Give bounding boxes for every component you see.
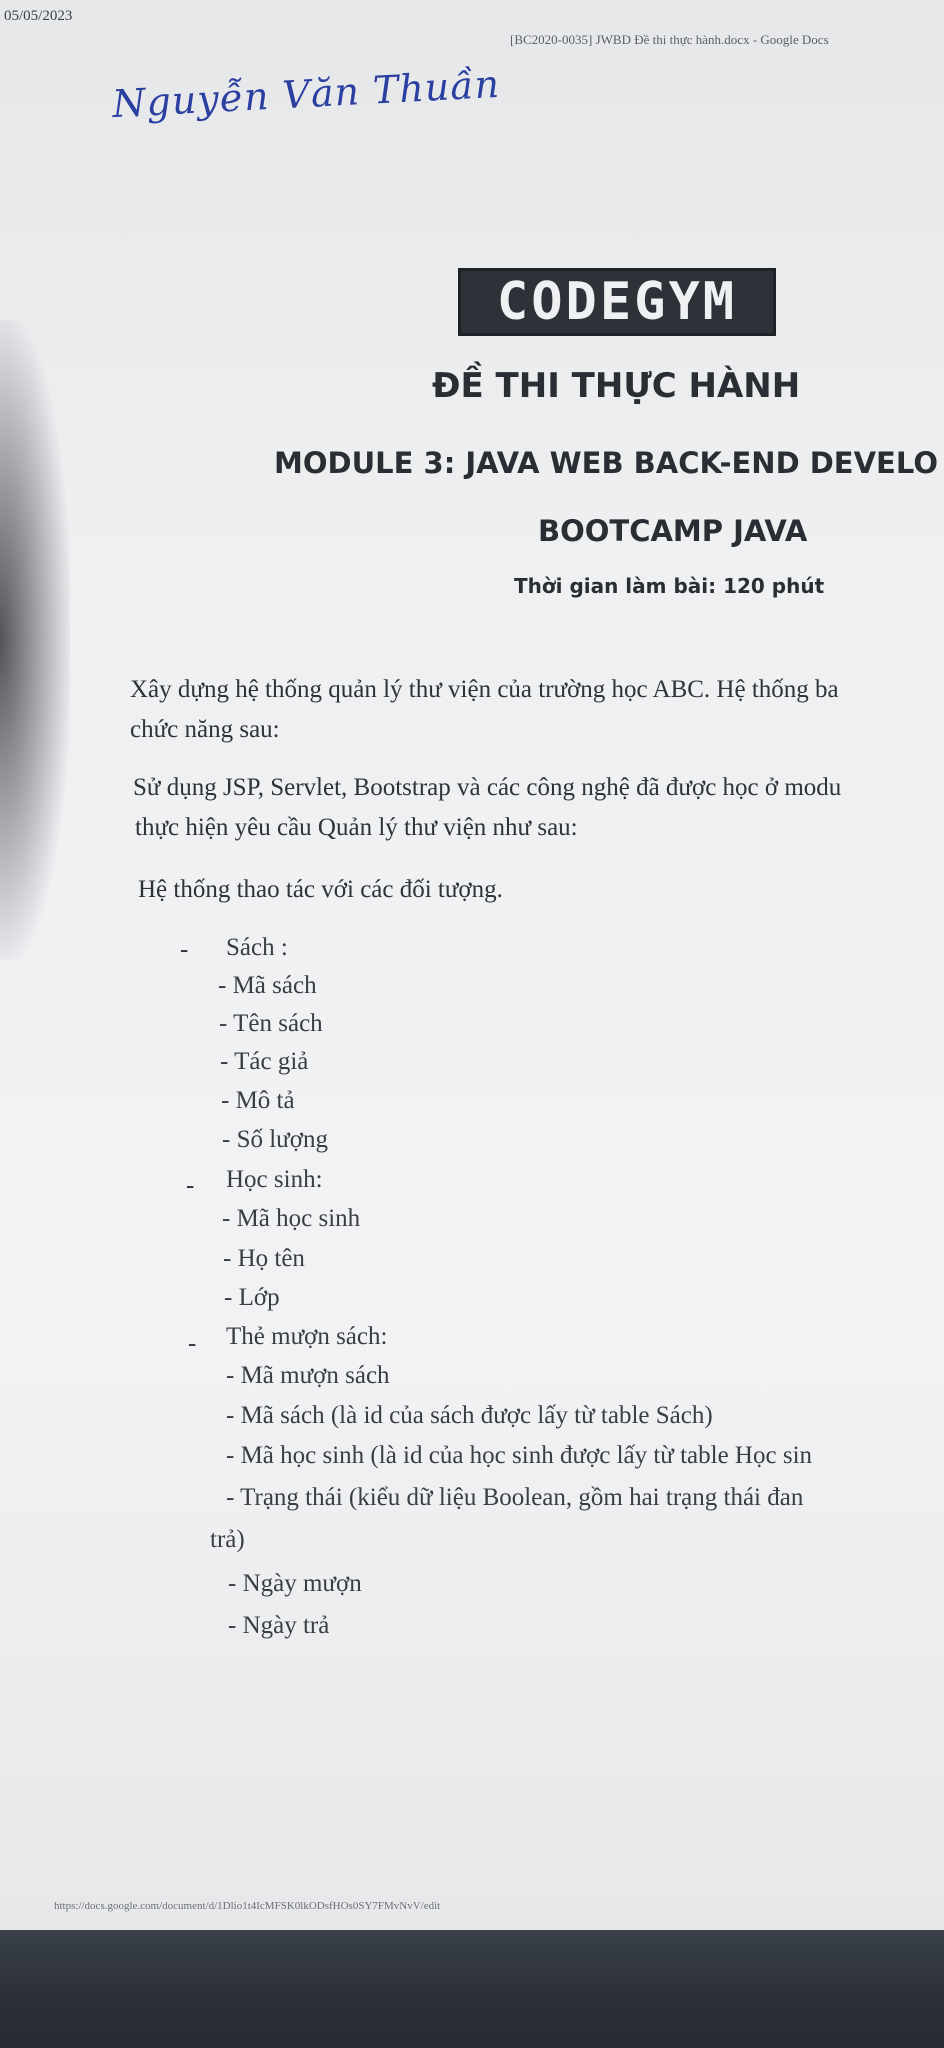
intro-line-4: thực hiện yêu cầu Quản lý thư viện như sau: — [135, 814, 578, 841]
book-field: - Mô tả — [221, 1087, 295, 1114]
module-title: MODULE 3: JAVA WEB BACK-END DEVELO — [274, 446, 938, 480]
background-surface — [0, 1930, 944, 2048]
footer-url: https://docs.google.com/document/d/1Dlio1t4IcMFSK0lkODsfHOs0SY7FMvNvV/edit — [54, 1900, 441, 1912]
book-field: - Tên sách — [219, 1010, 323, 1037]
book-field: - Tác giả — [220, 1048, 309, 1075]
logo-text: CODEGYM — [496, 272, 738, 332]
intro-line-5: Hệ thống thao tác với các đối tượng. — [138, 876, 503, 903]
intro-line-2: chức năng sau: — [130, 716, 280, 743]
student-field: - Lớp — [224, 1284, 280, 1311]
card-field: - Ngày trả — [228, 1612, 330, 1639]
book-field: - Số lượng — [222, 1126, 328, 1153]
exam-time: Thời gian làm bài: 120 phút — [514, 574, 825, 598]
card-field: - Mã học sinh (là id của học sinh được lấy từ table Học sin — [226, 1442, 813, 1469]
card-field: - Trạng thái (kiểu dữ liệu Boolean, gồm hai trạng thái đan — [226, 1484, 804, 1511]
print-date: 05/05/2023 — [4, 8, 73, 24]
book-field: - Mã sách — [218, 972, 317, 999]
card-field: - Mã mượn sách — [226, 1362, 390, 1389]
intro-line-1: Xây dựng hệ thống quản lý thư viện của trường học ABC. Hệ thống ba — [130, 676, 839, 703]
finger-shadow — [0, 320, 70, 960]
codegym-logo — [458, 268, 776, 336]
card-field: - Ngày mượn — [228, 1570, 362, 1597]
student-field: - Mã học sinh — [222, 1205, 361, 1232]
student-field: - Họ tên — [223, 1245, 305, 1272]
print-doc-title: [BC2020-0035] JWBD Đề thi thực hành.docx - Google Docs — [510, 32, 829, 47]
bullet-book: - — [180, 936, 189, 963]
object-book-label: Sách : — [226, 934, 288, 961]
card-field: - Mã sách (là id của sách được lấy từ table Sách) — [226, 1402, 713, 1429]
bullet-card: - — [188, 1330, 197, 1357]
object-student-label: Học sinh: — [226, 1166, 323, 1193]
bootcamp-title: BOOTCAMP JAVA — [538, 514, 808, 548]
intro-line-3: Sử dụng JSP, Servlet, Bootstrap và các công nghệ đã được học ở modu — [133, 774, 842, 801]
exam-title: ĐỀ THI THỰC HÀNH — [432, 366, 801, 406]
object-card-label: Thẻ mượn sách: — [226, 1323, 388, 1350]
card-field-continued: trả) — [210, 1526, 245, 1553]
handwritten-signature: Nguyễn Văn Thuần — [111, 61, 502, 127]
bullet-student: - — [186, 1172, 195, 1199]
